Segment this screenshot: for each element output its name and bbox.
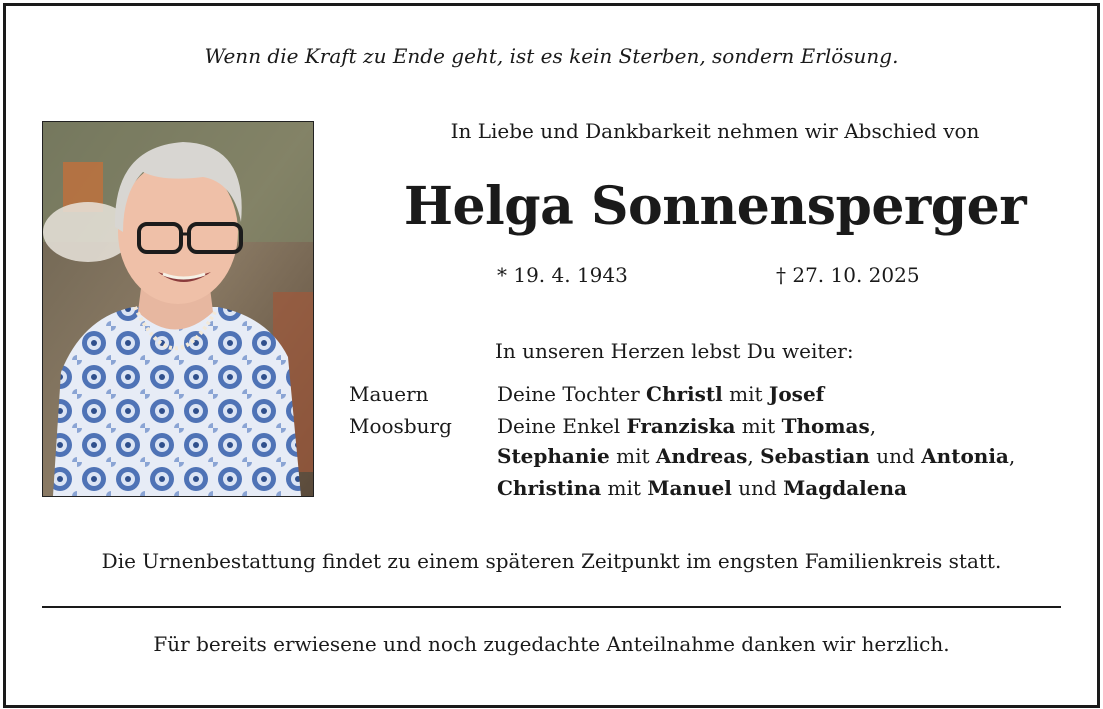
family-text: mit xyxy=(722,382,769,406)
herz-line: In unseren Herzen lebst Du weiter: xyxy=(495,339,854,363)
thanks-line: Für bereits erwiesene und noch zugedachte Anteilnahme danken wir herzlich. xyxy=(153,632,950,656)
family-text: , xyxy=(1008,444,1016,468)
family-member: Manuel xyxy=(647,476,732,500)
place-moosburg: Moosburg xyxy=(349,414,452,438)
family-text: , xyxy=(869,414,877,438)
family-text: Deine Enkel xyxy=(497,414,627,438)
portrait-photo xyxy=(42,121,314,497)
burial-note: Die Urnenbestattung findet zu einem späteren Zeitpunkt im engsten Familienkreis statt. xyxy=(101,549,1002,573)
family-member: Josef xyxy=(768,382,825,406)
family-text: mit xyxy=(601,476,648,500)
family-text: , xyxy=(747,444,761,468)
motto-quote: Wenn die Kraft zu Ende geht, ist es kein Sterben, sondern Erlösung. xyxy=(204,44,899,68)
divider xyxy=(42,606,1061,608)
place-mauern: Mauern xyxy=(349,382,429,406)
family-member: Andreas xyxy=(655,444,748,468)
family-text: und xyxy=(731,476,784,500)
family-line-1 xyxy=(497,382,824,406)
family-text: und xyxy=(869,444,922,468)
family-text: Deine Tochter xyxy=(497,382,647,406)
birth-date: * 19. 4. 1943 xyxy=(497,263,628,287)
family-member: Stephanie xyxy=(497,444,610,468)
family-member: Franziska xyxy=(626,414,736,438)
family-member: Christl xyxy=(646,382,723,406)
family-member: Christina xyxy=(497,476,602,500)
deceased-name: Helga Sonnensperger xyxy=(403,176,1027,237)
family-member: Magdalena xyxy=(783,476,907,500)
family-line-2 xyxy=(497,414,876,438)
family-member: Antonia xyxy=(921,444,1009,468)
death-date: † 27. 10. 2025 xyxy=(776,263,920,287)
family-member: Sebastian xyxy=(760,444,870,468)
family-text: mit xyxy=(609,444,656,468)
family-text: mit xyxy=(735,414,782,438)
family-line-3 xyxy=(497,444,1015,468)
family-line-4 xyxy=(497,476,907,500)
intro-line: In Liebe und Dankbarkeit nehmen wir Abschied von xyxy=(450,119,980,143)
family-member: Thomas xyxy=(781,414,870,438)
